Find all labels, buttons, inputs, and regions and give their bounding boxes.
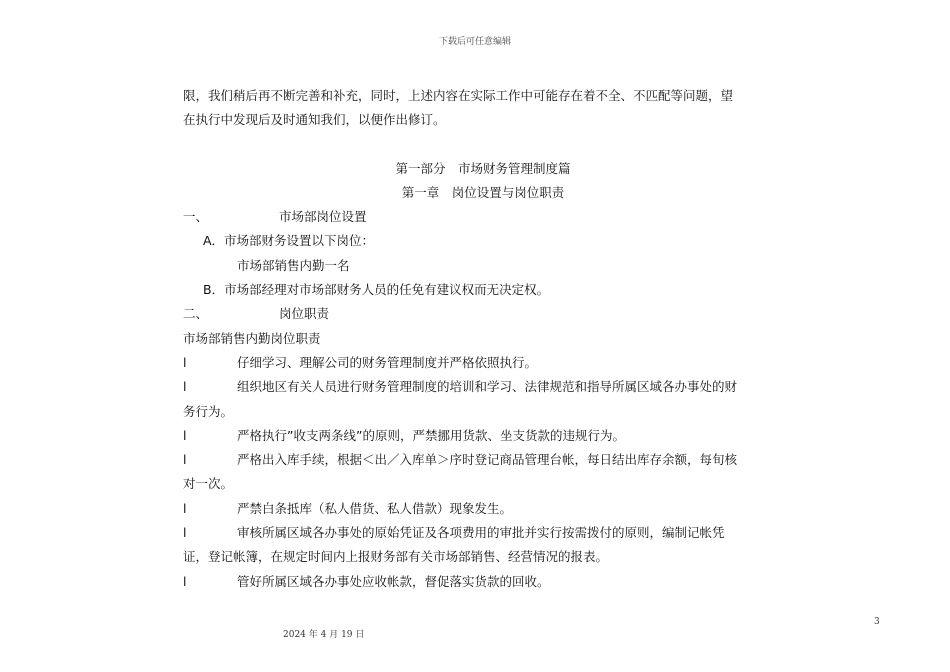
section-1-item-a-sub: 市场部销售内勤一名 [237, 257, 350, 273]
duty-text: 仔细学习、理解公司的财务管理制度并严格依照执行。 [237, 354, 538, 370]
section-1-item-b: B．市场部经理对市场部财务人员的任免有建议权而无决定权。 [203, 282, 550, 298]
section-2-heading [183, 302, 783, 326]
bullet-mark: l [183, 379, 187, 395]
duty-text: 严格出入库手续，根据＜出／入库单＞序时登记商品管理台帐，每日结出库存余额，每旬核 [237, 452, 738, 468]
document-body [183, 84, 783, 594]
bullet-mark: l [183, 427, 187, 443]
intro-line-1: 限，我们稍后再不断完善和补充，同时，上述内容在实际工作中可能存在着不全、不匹配等问题，望 [183, 88, 734, 103]
duty-text: 组织地区有关人员进行财务管理制度的培训和学习、法律规范和指导所属区域各办事处的财 [237, 379, 738, 395]
part-title: 第一部分 市场财务管理制度篇 [395, 160, 571, 176]
section-1-heading [183, 205, 783, 229]
section-1-item-a: A．市场部财务设置以下岗位： [203, 233, 375, 249]
section-1-number: 一、 [183, 209, 209, 225]
section-2-subtitle: 市场部销售内勤岗位职责 [183, 330, 321, 346]
duty-item [183, 570, 783, 594]
duty-continuation: 对一次。 [183, 476, 234, 492]
section-2-number: 二、 [183, 306, 209, 322]
duty-continuation: 务行为。 [183, 403, 234, 419]
duty-text: 严禁白条抵库（私人借货、私人借款）现象发生。 [237, 500, 513, 516]
duty-item [183, 351, 783, 375]
bullet-mark: l [183, 525, 187, 541]
duty-item [183, 521, 783, 545]
bullet-mark: l [183, 573, 187, 589]
duty-item [183, 424, 783, 448]
spacer [183, 133, 783, 157]
bullet-mark: l [183, 500, 187, 516]
duty-text: 严格执行”收支两条线”的原则，严禁挪用货款、坐支货款的违规行为。 [237, 427, 625, 443]
duty-text: 审核所属区域各办事处的原始凭证及各项费用的审批并实行按需拨付的原则，编制记帐凭 [237, 525, 725, 541]
duty-item [183, 497, 783, 521]
section-1-title: 市场部岗位设置 [279, 209, 367, 225]
duty-item [183, 448, 783, 472]
duty-item [183, 375, 783, 399]
page-number: 3 [874, 617, 880, 627]
bullet-mark: l [183, 354, 187, 370]
duty-text: 管好所属区域各办事处应收帐款，督促落实货款的回收。 [237, 573, 550, 589]
section-2-title: 岗位职责 [279, 306, 330, 322]
bullet-mark: l [183, 452, 187, 468]
duty-continuation: 证，登记帐簿，在规定时间内上报财务部有关市场部销售、经营情况的报表。 [183, 549, 609, 565]
intro-line-2: 在执行中发现后及时通知我们，以便作出修订。 [183, 112, 446, 128]
footer-date: 2024 年 4 月 19 日 [283, 630, 365, 640]
header-note: 下载后可任意编辑 [438, 37, 511, 47]
chapter-title: 第一章 岗位设置与岗位职责 [401, 184, 565, 200]
